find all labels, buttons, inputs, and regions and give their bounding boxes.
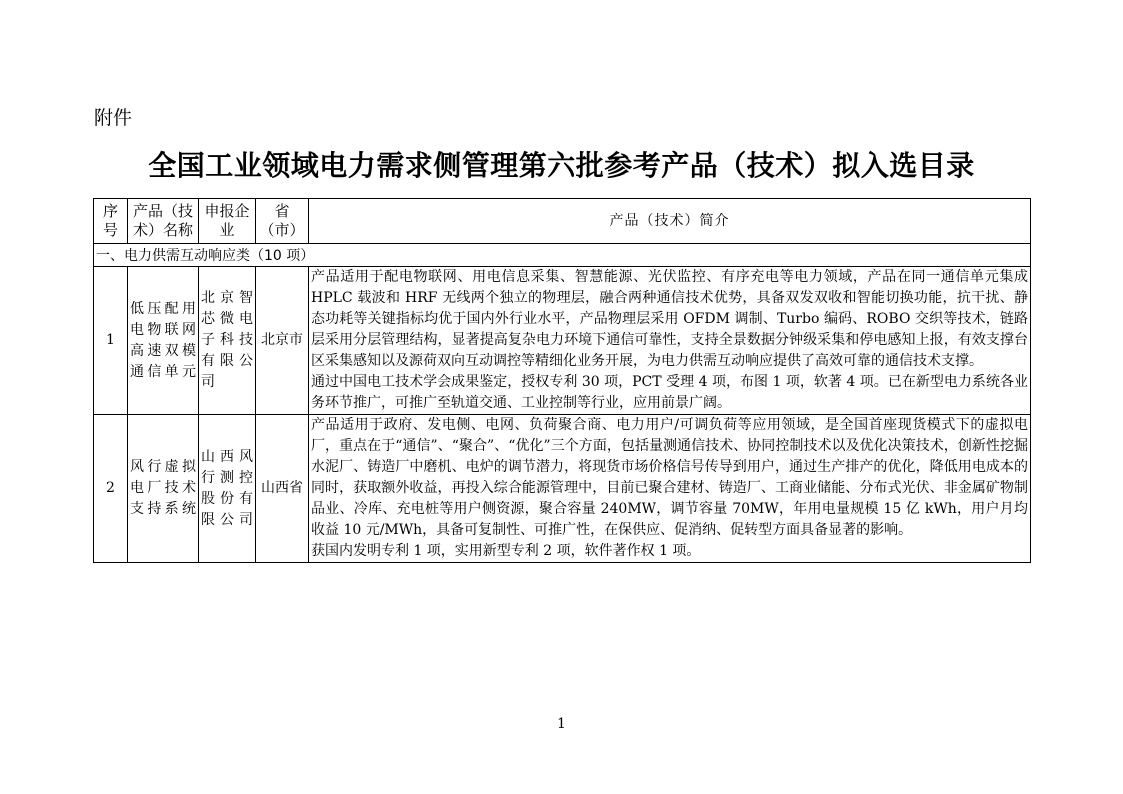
category-row <box>94 244 1031 267</box>
header-product: 产品（技术）名称 <box>128 199 199 244</box>
row-intro-description: 产品适用于配电物联网、用电信息采集、智慧能源、光伏监控、有序充电等电力领域，产品在同一通信单元集成 HPLC 载波和 HRF 无线两个独立的物理层，融合两种通信技术优势，具备双发双收和智能切换功能，抗干扰、静态功耗等关键指标均优于国内外行业水平，产品物理层采用 OFDM 调制、Turbo 编码、ROBO 交织等技术，链路层采用分层管理结构，显著提高复杂电力环境下通信可靠性，支持全景数据分钟级采集和停电感知上报，有效支撑台区采集感知以及源荷双向互动调控等精细化业务开展，为电力供需互动响应提供了高效可靠的通信技术支撑。 <box>311 269 1028 369</box>
row-intro-description: 产品适用于政府、发电侧、电网、负荷聚合商、电力用户/可调负荷等应用领域，是全国首座现货模式下的虚拟电厂，重点在于“通信”、“聚合”、“优化”三个方面，包括量测通信技术、协同控制技术以及优化决策技术，创新性挖掘水泥厂、铸造厂中磨机、电炉的调节潜力，将现货市场价格信号传导到用户，通过生产排产的优化，降低用电成本的同时，获取额外收益，再投入综合能源管理中，目前已聚合建材、铸造厂、工商业储能、分布式光伏、非金属矿物制品业、冷库、充电桩等用户侧资源，聚合容量 240MW，调节容量 70MW，年用电量规模 15 亿 kWh，用户月均收益 10 元/MWh，具备可复制性、可推广性，在保供应、促消纳、促转型方面具备显著的影响。 <box>311 417 1028 538</box>
row-province: 北京市 <box>256 267 309 415</box>
attachment-label: 附件 <box>94 107 133 129</box>
table-row <box>94 267 1031 415</box>
row-intro-achievements: 获国内发明专利 1 项，实用新型专利 2 项，软件著作权 1 项。 <box>311 543 701 559</box>
row-intro <box>309 267 1031 415</box>
row-intro-achievements: 通过中国电工技术学会成果鉴定，授权专利 30 项，PCT 受理 4 项，布图 1 项，软著 4 项。已在新型电力系统各业务环节推广，可推广至轨道交通、工业控制等行业，应用前景广阔。 <box>311 374 1028 411</box>
category-label: 一、电力供需互动响应类（10 项） <box>94 244 1031 267</box>
table-header-row <box>94 199 1031 244</box>
header-seq: 序号 <box>94 199 128 244</box>
row-product-name: 风行虚拟电厂技术支持系统 <box>128 415 199 563</box>
header-province: 省（市） <box>256 199 309 244</box>
document-title: 全国工业领域电力需求侧管理第六批参考产品（技术）拟入选目录 <box>148 149 975 182</box>
row-seq: 2 <box>94 415 128 563</box>
header-intro: 产品（技术）简介 <box>309 199 1031 244</box>
row-company: 北京智芯微电子科技有限公司 <box>199 267 256 415</box>
row-intro <box>309 415 1031 563</box>
row-seq: 1 <box>94 267 128 415</box>
table-row <box>94 415 1031 563</box>
row-province: 山西省 <box>256 415 309 563</box>
header-company: 申报企业 <box>199 199 256 244</box>
page-number: 1 <box>557 716 566 732</box>
catalog-table <box>93 198 1031 563</box>
row-company: 山西风行测控股份有限公司 <box>199 415 256 563</box>
row-product-name: 低压配用电物联网高速双模通信单元 <box>128 267 199 415</box>
